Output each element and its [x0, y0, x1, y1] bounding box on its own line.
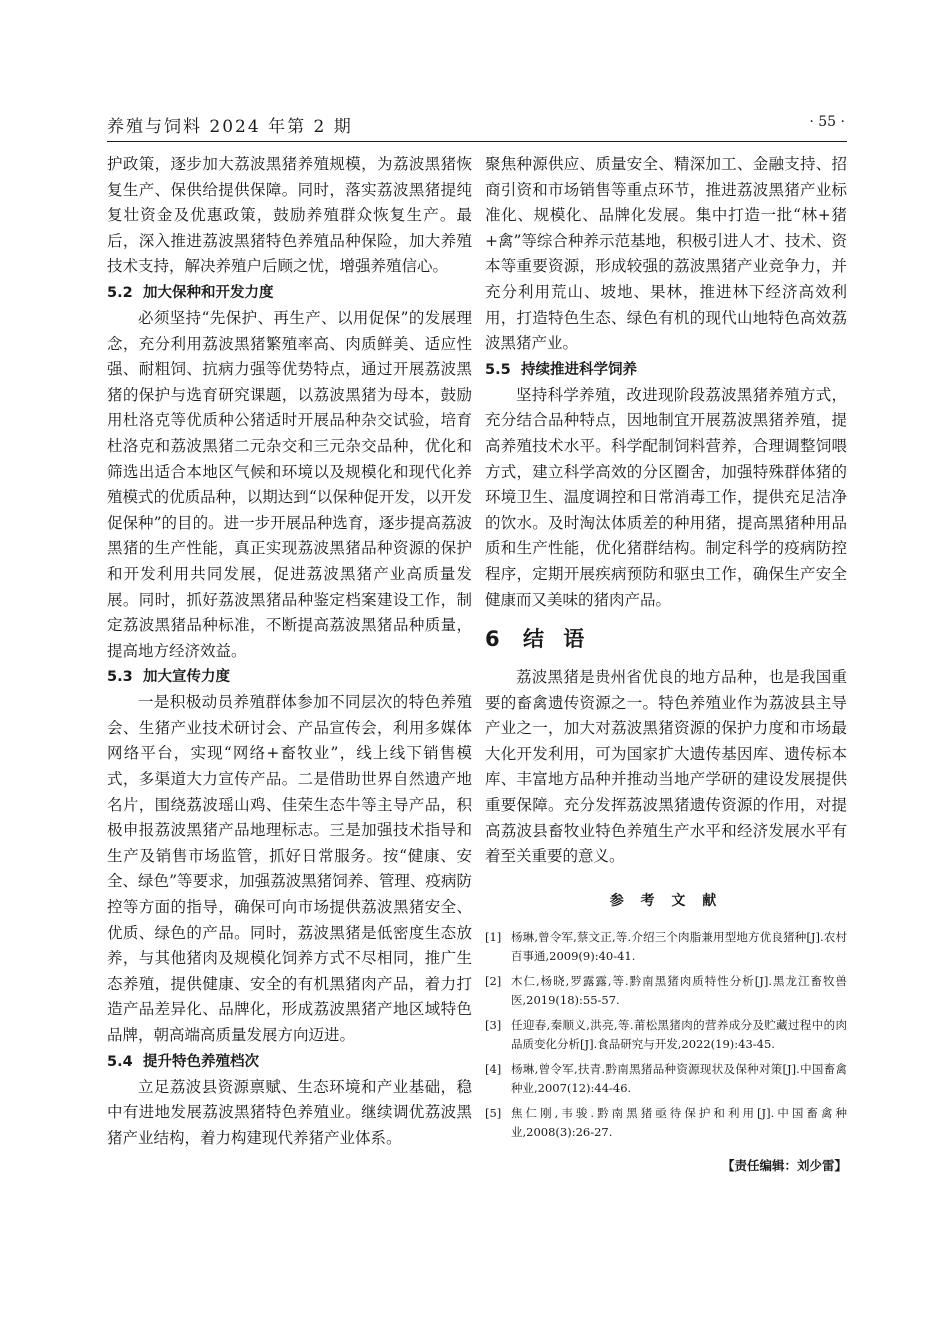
- reference-number: [1]: [485, 929, 502, 944]
- reference-number: [5]: [485, 1105, 502, 1120]
- section-heading-5-2: [107, 280, 472, 306]
- reference-item: [485, 1016, 847, 1054]
- running-header: [107, 110, 845, 140]
- section-heading-5-4: [107, 1049, 472, 1075]
- section-5-3-paragraph: 一是积极动员养殖群体参加不同层次的特色养殖会、生猪产业技术研讨会、产品宣传会，利用多媒体网络平台，实现“网络+畜牧业”，线上线下销售模式，多渠道大力宣传产品。二是借助世界自然遗产地名片，围绕荔波瑶山鸡、佳荣生态牛等主导产品，积极申报荔波黑猪产品地理标志。三是加强技术指导和生产及销售市场监管，抓好日常服务。按“健康、安全、绿色”等要求，加强荔波黑猪饲养、管理、疫病防控等方面的指导，确保可向市场提供荔波黑猪安全、优质、绿色的产品。同时，荔波黑猪是低密度生态放养，与其他猪肉及规模化饲养方式不尽相同，推广生态养殖，提供健康、安全的有机黑猪肉产品，着力打造产品差异化、品牌化，形成荔波黑猪产地区域特色品牌，朝高端高质量发展方向迈进。: [107, 693, 472, 1044]
- section-heading-6: [485, 619, 847, 659]
- header-divider: [107, 141, 847, 142]
- reference-item: [485, 928, 847, 966]
- conclusion-paragraph: 荔波黑猪是贵州省优良的地方品种，也是我国重要的畜禽遗传资源之一。特色养殖业作为荔波县主导产业之一，加大对荔波黑猪资源的保护力度和市场最大化开发利用，可为国家扩大遗传基因库、遗传标本库、丰富地方品种并推动当地产学研的建设发展提供重要保障。充分发挥荔波黑猪遗传资源的作用，对提高荔波县畜牧业特色养殖生产水平和经济发展水平有着至关重要的意义。: [485, 668, 847, 866]
- references-title: 参 考 文 献: [609, 892, 723, 909]
- section-number: 5.4: [107, 1053, 133, 1070]
- section-title: 加大宣传力度: [143, 669, 230, 686]
- reference-item: [485, 972, 847, 1010]
- section-number: 5.5: [485, 361, 511, 378]
- responsible-editor: 【责任编辑：刘少雷】: [721, 1157, 847, 1173]
- section-5-5-paragraph: 坚持科学养殖，改进现阶段荔波黑猪养殖方式，充分结合品种特点，因地制宜开展荔波黑猪养殖，提高养殖技术水平。科学配制饲料营养，合理调整饲喂方式，建立科学高效的分区圈舍，加强特殊群体猪的环境卫生、温度调控和日常消毒工作，提供充足洁净的饮水。及时淘汰体质差的种用猪，提高黑猪种用品质和生产性能，优化猪群结构。制定科学的疫病防控程序，定期开展疾病预防和驱虫工作，确保生产安全健康而又美味的猪肉产品。: [485, 385, 847, 609]
- section-number: 5.3: [107, 669, 133, 686]
- reference-text: 焦仁刚,韦骏.黔南黑猪亟待保护和利用[J].中国畜禽种业,2008(3):26-27.: [511, 1105, 847, 1139]
- section-5-2-paragraph: 必须坚持“先保护、再生产、以用促保”的发展理念，充分利用荔波黑猪繁殖率高、肉质鲜美、适应性强、耐粗饲、抗病力强等优势特点，通过开展荔波黑猪的保护与选育研究课题，以荔波黑猪为母本，鼓励用杜洛克等优质种公猪适时开展品种杂交试验，培育杜洛克和荔波黑猪二元杂交和三元杂交品种，优化和筛选出适合本地区气候和环境以及规模化和现代化养殖模式的优质品种，以期达到“以保种促开发，以开发促保种”的目的。进一步开展品种选育，逐步提高荔波黑猪的生产性能，真正实现荔波黑猪品种资源的保护和开发利用共同发展，促进荔波黑猪产业高质量发展。同时，抓好荔波黑猪品种鉴定档案建设工作，制定荔波黑猪品种标准，不断提高荔波黑猪品种质量，提高地方经济效益。: [107, 308, 472, 660]
- section-number: 5.2: [107, 284, 133, 301]
- section-title: 提升特色养殖档次: [143, 1053, 259, 1070]
- journal-title: 养殖与饲料 2024 年第 2 期: [107, 117, 353, 137]
- page-number: · 55 ·: [809, 114, 845, 130]
- reference-item: [485, 1060, 847, 1098]
- section-heading-5-3: [107, 664, 472, 690]
- section-title: 持续推进科学饲养: [521, 361, 637, 378]
- reference-text: 杨琳,曾令军,蔡文正,等.介绍三个肉脂兼用型地方优良猪种[J].农村百事通,2009(9):40-41.: [511, 929, 847, 963]
- reference-number: [2]: [485, 973, 502, 988]
- continued-paragraph: 聚焦种源供应、质量安全、精深加工、金融支持、招商引资和市场销售等重点环节，推进荔波黑猪产业标准化、规模化、品牌化发展。集中打造一批“林+猪+禽”等综合种养示范基地，积极引进人才、技术、资本等重要资源，形成较强的荔波黑猪产业竞争力，并充分利用荒山、坡地、果林，推进林下经济高效利用，打造特色生态、绿色有机的现代山地特色高效荔波黑猪产业。: [485, 155, 847, 353]
- reference-text: 任迎春,秦顺义,洪亮,等.莆松黑猪肉的营养成分及贮藏过程中的肉品质变化分析[J].食品研究与开发,2022(19):43-45.: [511, 1017, 847, 1051]
- section-title: 加大保种和开发力度: [143, 284, 274, 301]
- right-column: [485, 152, 847, 1174]
- reference-text: 木仁,杨晓,罗露露,等.黔南黑猪肉质特性分析[J].黑龙江畜牧兽医,2019(18):55-57.: [511, 973, 847, 1007]
- reference-item: [485, 1104, 847, 1142]
- intro-paragraph: 护政策，逐步加大荔波黑猪养殖规模，为荔波黑猪恢复生产、保供给提供保障。同时，落实荔波黑猪提纯复壮资金及优惠政策，鼓励养殖群众恢复生产。最后，深入推进荔波黑猪特色养殖品种保险，加大养殖技术支持，解决养殖户后顾之忧，增强养殖信心。: [107, 155, 472, 276]
- reference-text: 杨琳,曾令军,扶青.黔南黑猪品种资源现状及保种对策[J].中国畜禽种业,2007(12):44-46.: [511, 1061, 847, 1095]
- left-column: [107, 152, 472, 1151]
- reference-number: [3]: [485, 1017, 502, 1032]
- section-number: 6: [485, 627, 506, 652]
- reference-number: [4]: [485, 1061, 502, 1076]
- section-heading-5-5: [485, 357, 847, 383]
- section-title: 结 语: [523, 627, 591, 652]
- section-5-4-paragraph: 立足荔波县资源禀赋、生态环境和产业基础，稳中有进地发展荔波黑猪特色养殖业。继续调优荔波黑猪产业结构，着力构建现代养猪产业体系。: [107, 1077, 472, 1147]
